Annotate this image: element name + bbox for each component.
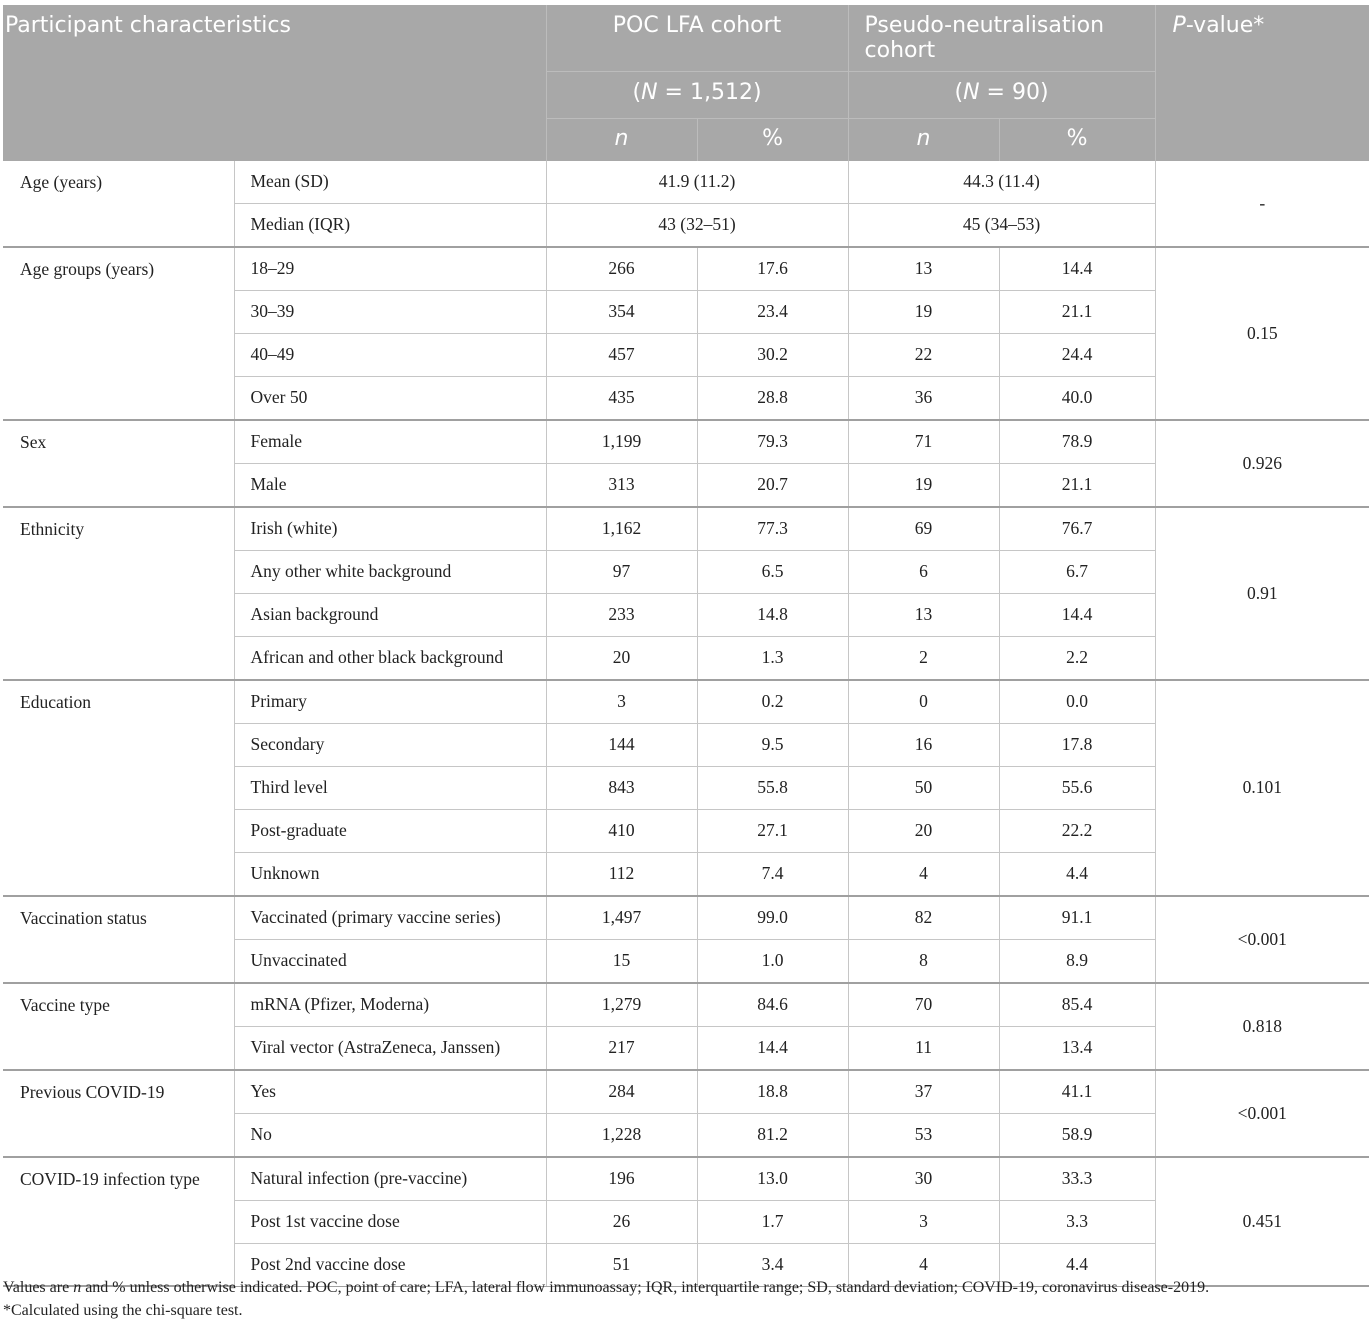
pseudo-percent-value: 41.1 <box>999 1070 1155 1114</box>
poc-n-value: 217 <box>546 1026 697 1070</box>
category-label: Education <box>3 680 234 896</box>
pseudo-percent-value: 13.4 <box>999 1026 1155 1070</box>
row-label: Vaccinated (primary vaccine series) <box>234 896 546 940</box>
category-age-years: Age (years) <box>3 161 234 247</box>
table-header <box>3 5 1369 161</box>
poc-median-iqr: 43 (32–51) <box>546 203 848 247</box>
poc-n-value: 233 <box>546 593 697 636</box>
poc-percent-value: 17.6 <box>697 247 848 291</box>
category-label: COVID-19 infection type <box>3 1157 234 1287</box>
pseudo-percent-value: 6.7 <box>999 550 1155 593</box>
pseudo-n-value: 0 <box>848 680 999 724</box>
row-label: Unvaccinated <box>234 939 546 983</box>
pseudo-percent-value: 14.4 <box>999 247 1155 291</box>
table-row <box>3 896 1369 940</box>
row-label: Third level <box>234 766 546 809</box>
row-label: Yes <box>234 1070 546 1114</box>
pseudo-n-value: 16 <box>848 723 999 766</box>
pseudo-percent-value: 58.9 <box>999 1113 1155 1157</box>
poc-n-value: 266 <box>546 247 697 291</box>
p-value-age: - <box>1155 161 1369 247</box>
header-poc-percent: % <box>697 118 848 161</box>
poc-n-value: 843 <box>546 766 697 809</box>
pseudo-percent-value: 24.4 <box>999 333 1155 376</box>
row-label: Irish (white) <box>234 507 546 551</box>
p-value: <0.001 <box>1155 896 1369 983</box>
row-label: Any other white background <box>234 550 546 593</box>
pseudo-n-value: 50 <box>848 766 999 809</box>
header-pseudo-n: n <box>848 118 999 161</box>
poc-percent-value: 23.4 <box>697 290 848 333</box>
pseudo-n-value: 13 <box>848 247 999 291</box>
poc-percent-value: 14.4 <box>697 1026 848 1070</box>
header-poc-n: n <box>546 118 697 161</box>
footnote-abbreviations: Values are n and % unless otherwise indicated. POC, point of care; LFA, lateral flow immunoassay; IQR, interquartile range; SD, standard deviation; COVID-19, coronavirus disease-2019. <box>3 1279 1210 1296</box>
row-label: Natural infection (pre-vaccine) <box>234 1157 546 1201</box>
poc-percent-value: 14.8 <box>697 593 848 636</box>
pseudo-n-value: 8 <box>848 939 999 983</box>
table-body <box>3 161 1369 1287</box>
pseudo-percent-value: 4.4 <box>999 1243 1155 1286</box>
poc-n-value: 112 <box>546 852 697 896</box>
row-label: Unknown <box>234 852 546 896</box>
poc-percent-value: 20.7 <box>697 463 848 507</box>
p-value: <0.001 <box>1155 1070 1369 1157</box>
row-label: Male <box>234 463 546 507</box>
pseudo-percent-value: 85.4 <box>999 983 1155 1027</box>
p-value: 0.91 <box>1155 507 1369 680</box>
pseudo-n-value: 4 <box>848 852 999 896</box>
category-label: Previous COVID-19 <box>3 1070 234 1157</box>
poc-n-value: 144 <box>546 723 697 766</box>
p-value: 0.15 <box>1155 247 1369 420</box>
pseudo-mean-sd: 44.3 (11.4) <box>848 161 1155 204</box>
table-row <box>3 680 1369 724</box>
poc-percent-value: 99.0 <box>697 896 848 940</box>
row-label: Viral vector (AstraZeneca, Janssen) <box>234 1026 546 1070</box>
header-poc-n-total: (N = 1,512) <box>546 71 848 118</box>
poc-percent-value: 7.4 <box>697 852 848 896</box>
poc-percent-value: 27.1 <box>697 809 848 852</box>
pseudo-percent-value: 4.4 <box>999 852 1155 896</box>
header-pseudo-neutralisation-cohort: Pseudo-neutralisation cohort <box>848 5 1155 71</box>
pseudo-percent-value: 3.3 <box>999 1200 1155 1243</box>
header-p-value: P-value* <box>1155 5 1369 161</box>
poc-n-value: 313 <box>546 463 697 507</box>
poc-percent-value: 1.7 <box>697 1200 848 1243</box>
pseudo-n-value: 4 <box>848 1243 999 1286</box>
header-pseudo-n-total: (N = 90) <box>848 71 1155 118</box>
pseudo-percent-value: 17.8 <box>999 723 1155 766</box>
p-value: 0.926 <box>1155 420 1369 507</box>
poc-n-value: 284 <box>546 1070 697 1114</box>
category-label: Sex <box>3 420 234 507</box>
poc-n-value: 354 <box>546 290 697 333</box>
poc-percent-value: 30.2 <box>697 333 848 376</box>
poc-percent-value: 6.5 <box>697 550 848 593</box>
poc-percent-value: 18.8 <box>697 1070 848 1114</box>
poc-n-value: 435 <box>546 376 697 420</box>
pseudo-percent-value: 78.9 <box>999 420 1155 464</box>
table-row <box>3 1157 1369 1201</box>
pseudo-n-value: 70 <box>848 983 999 1027</box>
pseudo-n-value: 11 <box>848 1026 999 1070</box>
poc-n-value: 15 <box>546 939 697 983</box>
poc-mean-sd: 41.9 (11.2) <box>546 161 848 204</box>
p-value: 0.818 <box>1155 983 1369 1070</box>
poc-percent-value: 79.3 <box>697 420 848 464</box>
row-label: Over 50 <box>234 376 546 420</box>
poc-percent-value: 55.8 <box>697 766 848 809</box>
pseudo-percent-value: 55.6 <box>999 766 1155 809</box>
table-row <box>3 247 1369 291</box>
pseudo-n-value: 19 <box>848 290 999 333</box>
row-label: Post-graduate <box>234 809 546 852</box>
poc-percent-value: 1.3 <box>697 636 848 680</box>
poc-percent-value: 3.4 <box>697 1243 848 1286</box>
pseudo-n-value: 30 <box>848 1157 999 1201</box>
table-row <box>3 161 1369 204</box>
poc-percent-value: 1.0 <box>697 939 848 983</box>
poc-percent-value: 77.3 <box>697 507 848 551</box>
row-label: Female <box>234 420 546 464</box>
pseudo-percent-value: 22.2 <box>999 809 1155 852</box>
category-label: Ethnicity <box>3 507 234 680</box>
poc-n-value: 1,279 <box>546 983 697 1027</box>
pseudo-n-value: 82 <box>848 896 999 940</box>
pseudo-n-value: 37 <box>848 1070 999 1114</box>
poc-percent-value: 28.8 <box>697 376 848 420</box>
poc-n-value: 97 <box>546 550 697 593</box>
poc-n-value: 51 <box>546 1243 697 1286</box>
pseudo-percent-value: 0.0 <box>999 680 1155 724</box>
poc-n-value: 196 <box>546 1157 697 1201</box>
poc-n-value: 410 <box>546 809 697 852</box>
poc-percent-value: 84.6 <box>697 983 848 1027</box>
row-label: 30–39 <box>234 290 546 333</box>
row-label: mRNA (Pfizer, Moderna) <box>234 983 546 1027</box>
table-footnote <box>3 1276 1369 1322</box>
row-label: No <box>234 1113 546 1157</box>
pseudo-n-value: 6 <box>848 550 999 593</box>
pseudo-n-value: 20 <box>848 809 999 852</box>
pseudo-n-value: 36 <box>848 376 999 420</box>
pseudo-percent-value: 2.2 <box>999 636 1155 680</box>
row-label: African and other black background <box>234 636 546 680</box>
pseudo-n-value: 53 <box>848 1113 999 1157</box>
row-label: Mean (SD) <box>234 161 546 204</box>
header-pseudo-percent: % <box>999 118 1155 161</box>
pseudo-n-value: 2 <box>848 636 999 680</box>
pseudo-percent-value: 14.4 <box>999 593 1155 636</box>
row-label: Asian background <box>234 593 546 636</box>
poc-n-value: 1,199 <box>546 420 697 464</box>
poc-percent-value: 81.2 <box>697 1113 848 1157</box>
p-value: 0.101 <box>1155 680 1369 896</box>
pseudo-percent-value: 21.1 <box>999 290 1155 333</box>
category-label: Vaccine type <box>3 983 234 1070</box>
participant-characteristics-table <box>3 5 1369 1287</box>
poc-n-value: 26 <box>546 1200 697 1243</box>
row-label: 40–49 <box>234 333 546 376</box>
row-label: Post 2nd vaccine dose <box>234 1243 546 1286</box>
p-value: 0.451 <box>1155 1157 1369 1287</box>
category-label: Age groups (years) <box>3 247 234 420</box>
table-row <box>3 507 1369 551</box>
header-participant-characteristics: Participant characteristics <box>3 5 546 161</box>
pseudo-n-value: 22 <box>848 333 999 376</box>
pseudo-percent-value: 21.1 <box>999 463 1155 507</box>
table-row <box>3 983 1369 1027</box>
pseudo-percent-value: 76.7 <box>999 507 1155 551</box>
pseudo-n-value: 71 <box>848 420 999 464</box>
pseudo-n-value: 3 <box>848 1200 999 1243</box>
row-label: Post 1st vaccine dose <box>234 1200 546 1243</box>
poc-n-value: 1,497 <box>546 896 697 940</box>
table-row <box>3 1070 1369 1114</box>
poc-n-value: 20 <box>546 636 697 680</box>
row-label: Primary <box>234 680 546 724</box>
poc-n-value: 1,228 <box>546 1113 697 1157</box>
pseudo-n-value: 13 <box>848 593 999 636</box>
pseudo-percent-value: 33.3 <box>999 1157 1155 1201</box>
pseudo-percent-value: 40.0 <box>999 376 1155 420</box>
poc-percent-value: 0.2 <box>697 680 848 724</box>
pseudo-percent-value: 8.9 <box>999 939 1155 983</box>
poc-percent-value: 9.5 <box>697 723 848 766</box>
pseudo-n-value: 19 <box>848 463 999 507</box>
footnote-chi-square: *Calculated using the chi-square test. <box>3 1302 243 1319</box>
row-label: Median (IQR) <box>234 203 546 247</box>
category-label: Vaccination status <box>3 896 234 983</box>
pseudo-median-iqr: 45 (34–53) <box>848 203 1155 247</box>
poc-percent-value: 13.0 <box>697 1157 848 1201</box>
poc-n-value: 1,162 <box>546 507 697 551</box>
row-label: Secondary <box>234 723 546 766</box>
pseudo-percent-value: 91.1 <box>999 896 1155 940</box>
poc-n-value: 3 <box>546 680 697 724</box>
poc-n-value: 457 <box>546 333 697 376</box>
table-row <box>3 420 1369 464</box>
row-label: 18–29 <box>234 247 546 291</box>
header-poc-lfa-cohort: POC LFA cohort <box>546 5 848 71</box>
pseudo-n-value: 69 <box>848 507 999 551</box>
